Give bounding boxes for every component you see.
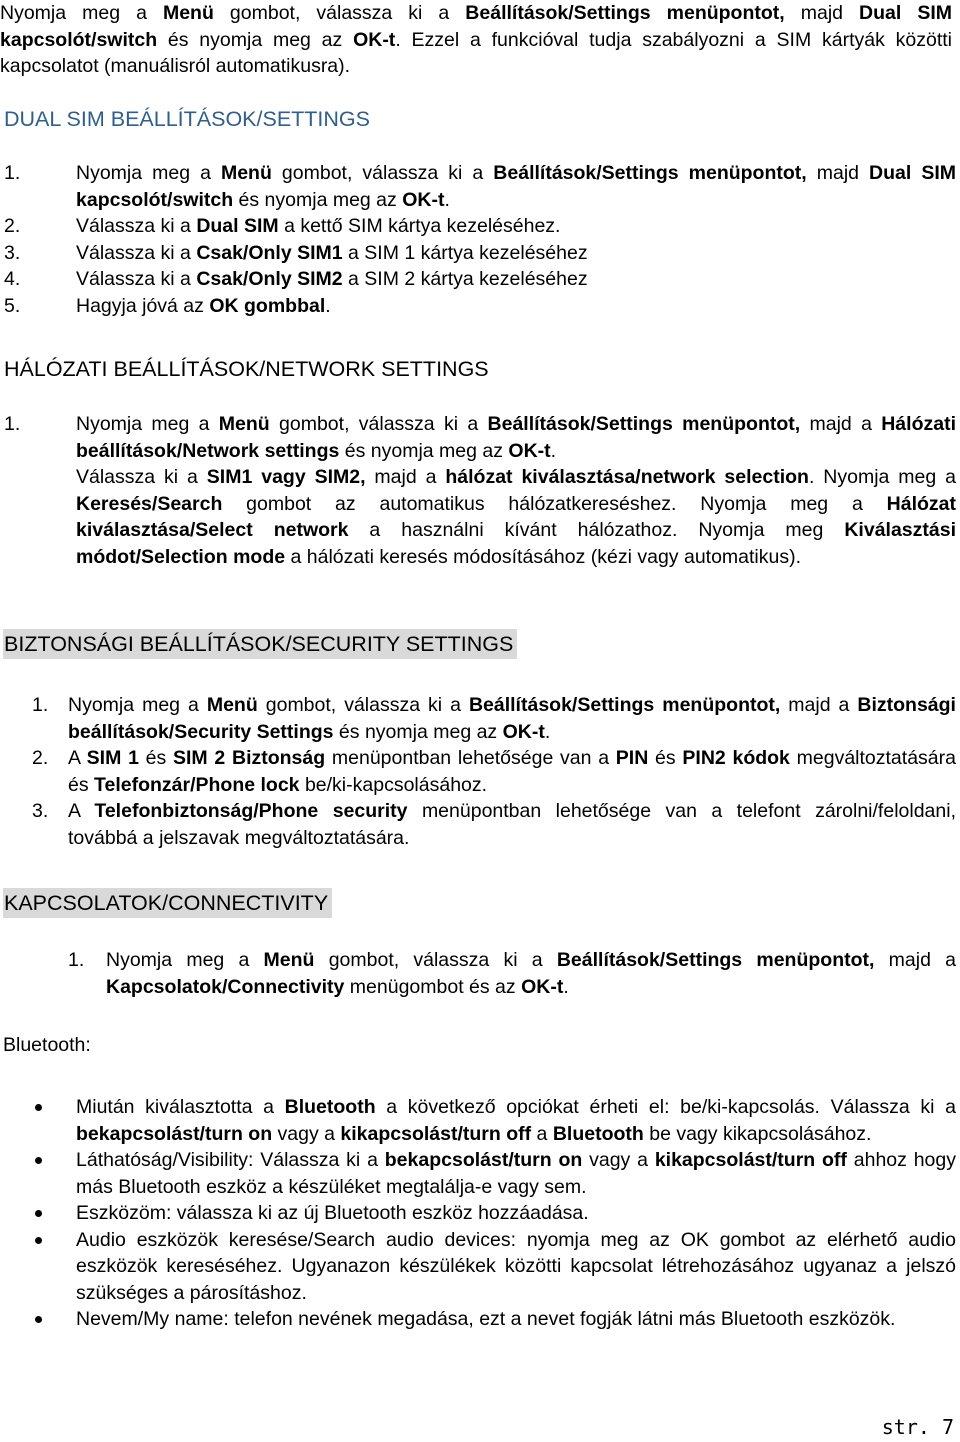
bullet-icon <box>35 1237 42 1244</box>
security-steps <box>0 692 956 851</box>
connectivity-step: 1. Nyomja meg a Menü gombot, válassza ki a Beállítások/Settings menüpontot, majd a Kapcsolatok/Connectivity menügombot és az OK-t. <box>68 949 956 998</box>
list-item: 3. A Telefonbiztonság/Phone security menüpontban lehetősége van a telefont zárolni/feloldani, továbbá a jelszavak megváltoztatására. <box>32 800 956 849</box>
list-item: 3. Válassza ki a Csak/Only SIM1 a SIM 1 kártya kezeléséhez <box>4 241 588 264</box>
bullet-icon <box>35 1210 42 1217</box>
network-step: 1. Nyomja meg a Menü gombot, válassza ki a Beállítások/Settings menüpontot, majd a Hálózati beállítások/Network settings és nyomja meg az OK-t. Válassza ki a SIM1 vagy SIM2, majd a hálózat kiválasztása/network selection. Nyomja meg a Keresés/Search gombot az automatikus hálózatkereséshez. Nyomja meg a Hálózat kiválasztása/Select network a használni kívánt hálózathoz. Nyomja meg Kiválasztási módot/Selection mode a hálózati keresés módosításához (kézi vagy automatikus). <box>4 413 956 568</box>
intro-paragraph: Nyomja meg a Menü gombot, válassza ki a Beállítások/Settings menüpontot, majd Dual SIM kapcsolót/switch és nyomja meg az OK-t. Ezzel a funkcióval tudja szabályozni a SIM kártyák közötti kapcsolatot (manuálisról automatikusra). <box>0 2 952 77</box>
list-item: Eszközöm: válassza ki az új Bluetooth eszköz hozzáadása. <box>0 1200 956 1227</box>
list-item: Audio eszközök keresése/Search audio devices: nyomja meg az OK gombot az elérhető audio eszközök kereséséhez. Ugyanazon készülékek közötti kapcsolat létrehozásához ugyanaz a jelszó szükséges a párosításhoz. <box>0 1227 956 1307</box>
bluetooth-options <box>0 1094 956 1333</box>
heading-dual-sim: DUAL SIM BEÁLLÍTÁSOK/SETTINGS <box>4 107 370 131</box>
dual-sim-steps <box>4 160 956 319</box>
list-item: Miután kiválasztotta a Bluetooth a következő opciókat érheti el: be/ki-kapcsolás. Válassza ki a bekapcsolást/turn on vagy a kikapcsolást/turn off a Bluetooth be vagy kikapcsolásához. <box>0 1094 956 1147</box>
bullet-icon <box>35 1316 42 1323</box>
list-item: Láthatóság/Visibility: Válassza ki a bekapcsolást/turn on vagy a kikapcsolást/turn off ahhoz hogy más Bluetooth eszköz a készüléket megtalálja-e vagy sem. <box>0 1147 956 1200</box>
list-item: 1. Nyomja meg a Menü gombot, válassza ki a Beállítások/Settings menüpontot, majd a Biztonsági beállítások/Security Settings és nyomja meg az OK-t. <box>32 694 956 743</box>
heading-security: BIZTONSÁGI BEÁLLÍTÁSOK/SECURITY SETTINGS <box>3 629 517 659</box>
list-item: 5. Hagyja jóvá az OK gombbal. <box>4 294 331 317</box>
bullet-icon <box>35 1157 42 1164</box>
heading-network: HÁLÓZATI BEÁLLÍTÁSOK/NETWORK SETTINGS <box>4 357 489 381</box>
heading-connectivity: KAPCSOLATOK/CONNECTIVITY <box>3 888 332 918</box>
list-item: 2. A SIM 1 és SIM 2 Biztonság menüpontban lehetősége van a PIN és PIN2 kódok megváltoztatására és Telefonzár/Phone lock be/ki-kapcsolásához. <box>32 747 956 796</box>
list-item: Nevem/My name: telefon nevének megadása, ezt a nevet fogják látni más Bluetooth eszközök. <box>0 1306 956 1333</box>
bullet-icon <box>35 1104 42 1111</box>
list-item: 4. Válassza ki a Csak/Only SIM2 a SIM 2 kártya kezeléséhez <box>4 268 588 290</box>
list-item: 1. Nyomja meg a Menü gombot, válassza ki a Beállítások/Settings menüpontot, majd Dual SIM kapcsolót/switch és nyomja meg az OK-t. <box>4 162 956 211</box>
page-number: str. 7 <box>881 1415 954 1439</box>
list-item: 2. Válassza ki a Dual SIM a kettő SIM kártya kezeléséhez. <box>4 215 561 237</box>
bluetooth-label: Bluetooth: <box>3 1034 91 1056</box>
